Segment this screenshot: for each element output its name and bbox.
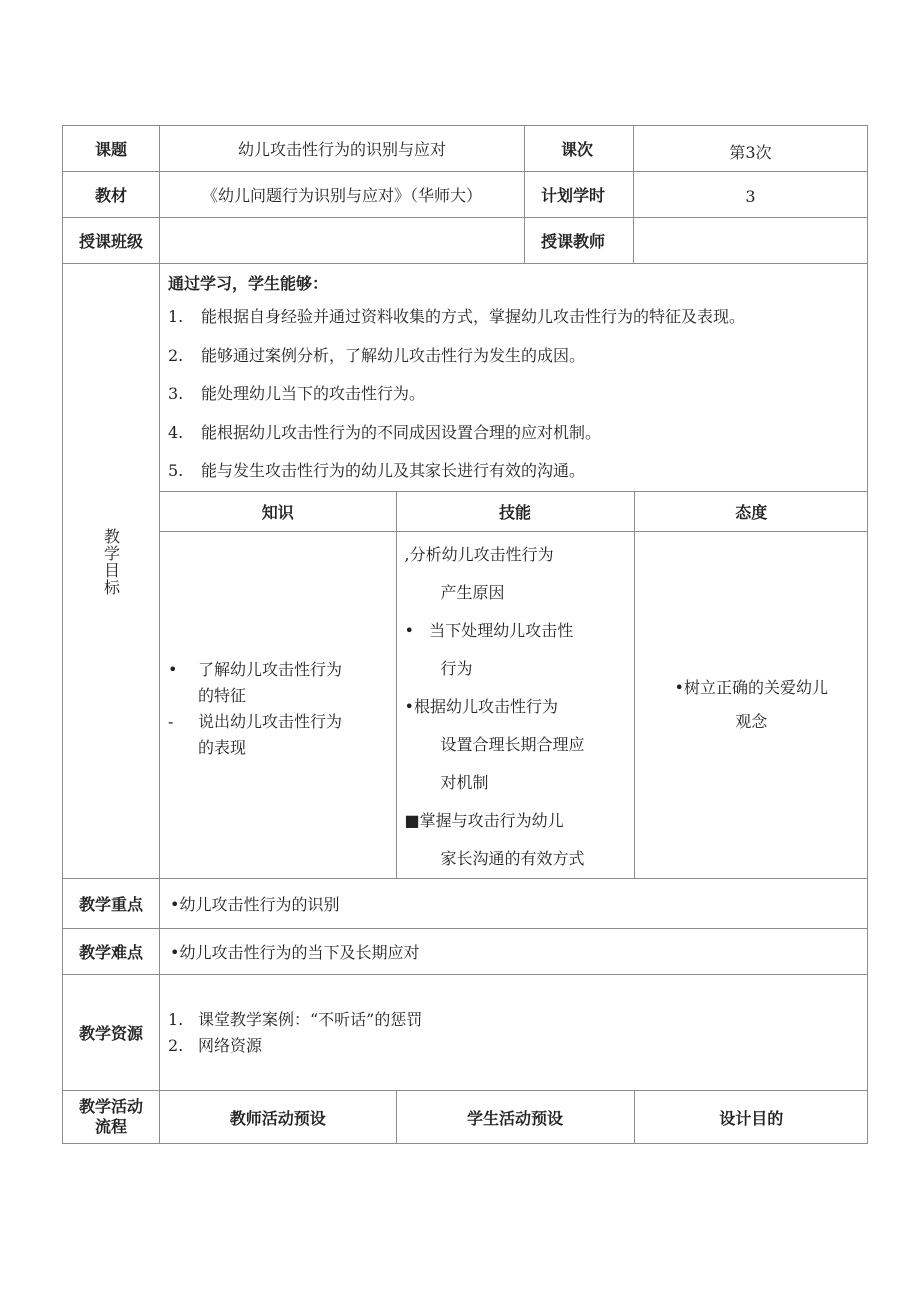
key-point-value: •幼儿攻击性行为的识别 bbox=[160, 879, 868, 929]
resource-item: 1. 课堂教学案例：“不听话”的惩罚 bbox=[168, 1009, 423, 1029]
objective-item: 1. 能根据自身经验并通过资料收集的方式，掌握幼儿攻击性行为的特征及表现。 bbox=[168, 307, 746, 326]
resources-row bbox=[63, 975, 868, 1091]
resources-label: 教学资源 bbox=[63, 975, 160, 1091]
session-label: 课次 bbox=[525, 126, 634, 172]
class-row bbox=[63, 218, 868, 264]
skills-header: 技能 bbox=[396, 492, 634, 531]
objective-item: 5. 能与发生攻击性行为的幼儿及其家长进行有效的沟通。 bbox=[168, 461, 586, 480]
knowledge-item: • 了解幼儿攻击性行为 的特征 bbox=[168, 660, 343, 705]
class-value bbox=[160, 218, 525, 264]
key-point-row bbox=[63, 879, 868, 929]
lesson-plan-table bbox=[62, 125, 868, 1144]
knowledge-item: - 说出幼儿攻击性行为 的表现 bbox=[168, 712, 343, 757]
hours-label: 计划学时 bbox=[525, 172, 634, 218]
knowledge-cell bbox=[160, 532, 396, 878]
flow-label: 教学活动 流程 bbox=[63, 1091, 160, 1144]
difficulty-label: 教学难点 bbox=[63, 929, 160, 975]
lesson-plan bbox=[62, 125, 867, 1144]
topic-row bbox=[63, 126, 868, 172]
objectives-list bbox=[160, 296, 867, 491]
class-label: 授课班级 bbox=[63, 218, 160, 264]
textbook-value: 《幼儿问题行为识别与应对》（华师大） bbox=[160, 172, 525, 218]
objectives-columns-row bbox=[63, 492, 868, 532]
textbook-row bbox=[63, 172, 868, 218]
objective-item: 2. 能够通过案例分析，了解幼儿攻击性行为发生的成因。 bbox=[168, 345, 586, 365]
objectives-row bbox=[63, 264, 868, 492]
objective-item: 4. 能根据幼儿攻击性行为的不同成因设置合理的应对机制。 bbox=[168, 422, 602, 442]
skills-cell bbox=[396, 532, 634, 878]
attitude-cell bbox=[634, 532, 868, 878]
objectives-label-cell bbox=[63, 264, 160, 879]
textbook-label: 教材 bbox=[63, 172, 160, 218]
objectives-detail-row bbox=[63, 532, 868, 879]
skill-item: •根据幼儿攻击性行为 设置合理长期合理应 对机制 bbox=[404, 697, 585, 792]
objectives-text-cell bbox=[160, 264, 868, 492]
hours-value: 3 bbox=[634, 172, 868, 218]
difficulty-value: •幼儿攻击性行为的当下及长期应对 bbox=[160, 929, 868, 975]
objective-item: 3. 能处理幼儿当下的攻击性行为。 bbox=[168, 384, 426, 403]
resources-list bbox=[160, 975, 868, 1091]
session-value: 第3次 bbox=[634, 126, 868, 172]
objectives-intro: 通过学习，学生能够： bbox=[168, 274, 329, 293]
teacher-label: 授课教师 bbox=[525, 218, 634, 264]
attitude-text: 观念 bbox=[735, 712, 768, 731]
skill-item: ,分析幼儿攻击性行为 产生原因 bbox=[404, 545, 554, 602]
objectives-label: 教学目标 bbox=[101, 528, 121, 596]
design-purpose-header: 设计目的 bbox=[634, 1091, 868, 1143]
flow-row bbox=[63, 1091, 868, 1144]
student-activity-header: 学生活动预设 bbox=[396, 1091, 634, 1143]
teacher-activity-header: 教师活动预设 bbox=[160, 1091, 396, 1143]
topic-label: 课题 bbox=[63, 126, 160, 172]
resource-item: 2. 网络资源 bbox=[168, 1035, 263, 1055]
topic-value: 幼儿攻击性行为的识别与应对 bbox=[160, 126, 525, 172]
key-point-label: 教学重点 bbox=[63, 879, 160, 929]
teacher-value bbox=[634, 218, 868, 264]
knowledge-header: 知识 bbox=[160, 492, 396, 531]
attitude-header: 态度 bbox=[634, 492, 868, 531]
skill-item: ■掌握与攻击行为幼儿 家长沟通的有效方式 bbox=[404, 811, 585, 868]
difficulty-row bbox=[63, 929, 868, 975]
skill-item: • 当下处理幼儿攻击性 行为 bbox=[404, 621, 574, 678]
attitude-text: •树立正确的关爱幼儿 bbox=[674, 678, 828, 697]
